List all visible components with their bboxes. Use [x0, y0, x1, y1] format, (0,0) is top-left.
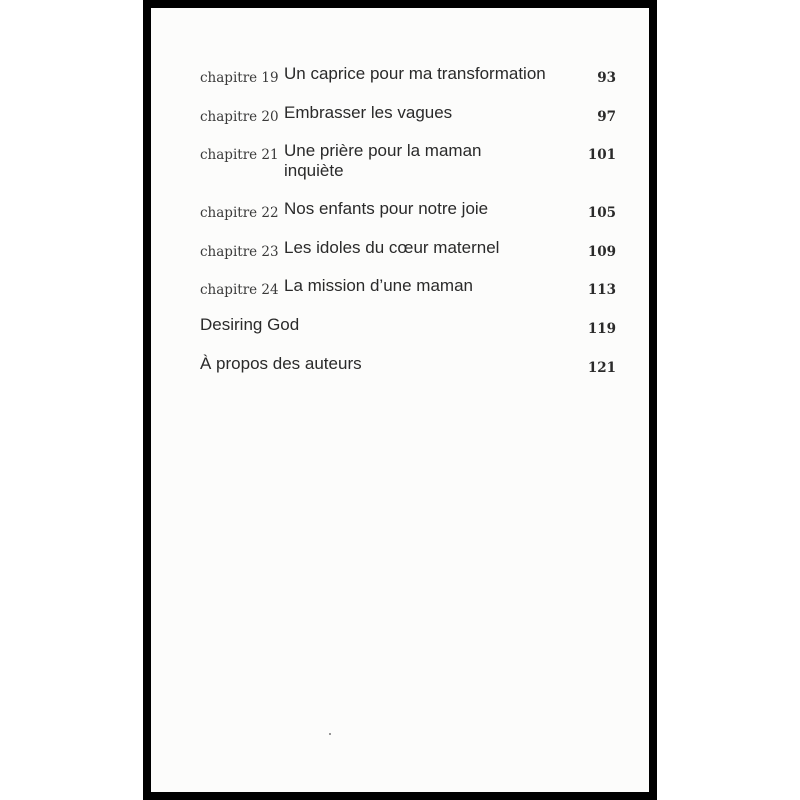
chapter-title: Nos enfants pour notre joie — [284, 199, 489, 218]
chapter-label: chapitre 22 — [200, 205, 279, 221]
scan-speck — [329, 733, 331, 735]
page-border — [143, 0, 657, 800]
chapter-title: Une prière pour la maman inquiète — [284, 141, 482, 180]
section-title: À propos des auteurs — [200, 354, 362, 373]
chapter-label: chapitre 24 — [200, 282, 279, 298]
chapter-label: chapitre 21 — [200, 147, 279, 163]
page-number: 121 — [587, 360, 616, 376]
book-page — [151, 8, 649, 792]
chapter-label: chapitre 20 — [200, 109, 279, 125]
page-number: 109 — [587, 244, 616, 260]
chapter-label: chapitre 19 — [200, 70, 279, 86]
page-number: 93 — [597, 70, 616, 86]
section-title: Desiring God — [200, 315, 300, 334]
page-number: 119 — [587, 321, 616, 337]
chapter-title: Les idoles du cœur maternel — [284, 238, 500, 257]
chapter-title: La mission d’une maman — [284, 276, 473, 295]
chapter-title: Un caprice pour ma transformation — [284, 64, 546, 83]
page-number: 97 — [597, 109, 616, 125]
page-number: 105 — [587, 205, 616, 221]
chapter-title: Embrasser les vagues — [284, 103, 453, 122]
page-number: 101 — [587, 147, 616, 163]
page-number: 113 — [587, 282, 616, 298]
chapter-label: chapitre 23 — [200, 244, 279, 260]
